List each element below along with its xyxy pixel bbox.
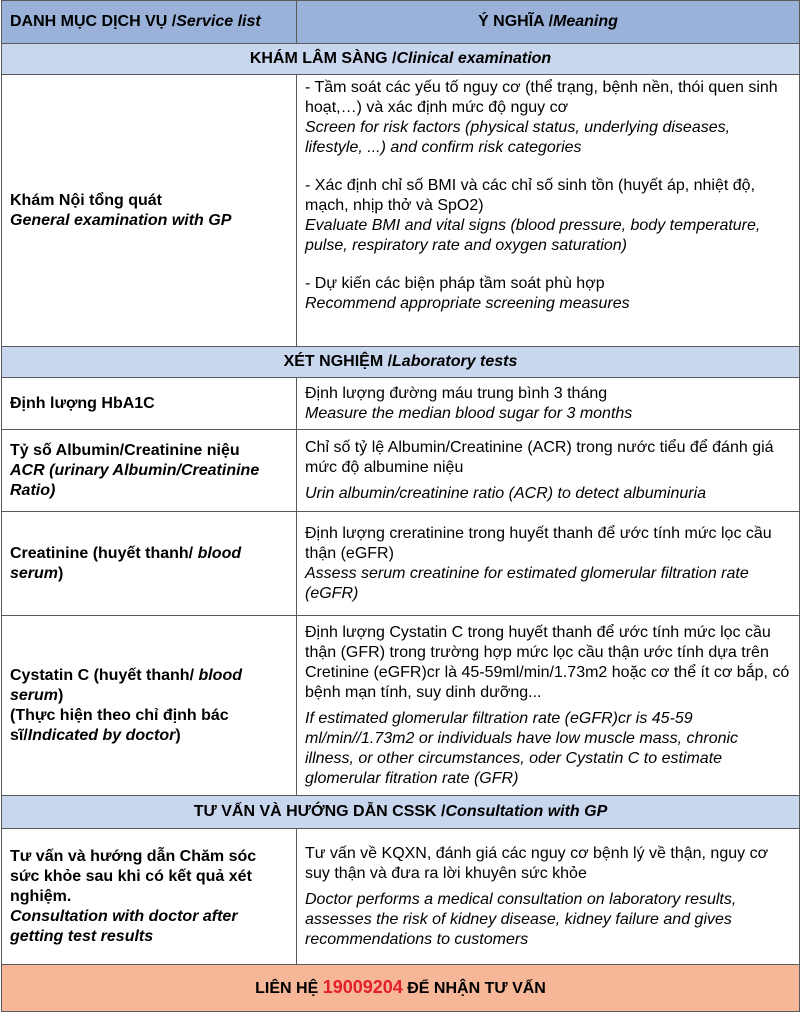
section-clinical: KHÁM LÂM SÀNG /Clinical examination [2,44,800,75]
table-row [2,430,800,512]
header-service-list: DANH MỤC DỊCH VỤ /Service list [2,1,297,44]
table-row [2,378,800,430]
meaning-cell [297,616,800,796]
meaning-en: Screen for risk factors (physical status, underlying diseases, lifestyle, ...) and confirm risk categories [305,119,731,156]
section-lab: XÉT NGHIỆM /Laboratory tests [2,347,800,378]
meaning-vi: Định lượng Cystatin C trong huyết thanh để ước tính mức lọc cầu thận (GFR) trong trường hợp mức lọc cầu thận ước tính dựa trên Cretinine (eGFR)cr là 45-59ml/min/1.73m2 hoặc cơ thể ít cơ bắp, có bệnh mạn tính, suy dinh dưỡng... [305,623,790,701]
table-header-row [2,1,800,44]
meaning-cell [297,430,800,512]
service-name-vi: Creatinine (huyết thanh/ [10,544,198,562]
service-note-vi: (Thực hiện theo chỉ định bác sĩ/ [10,706,229,744]
service-name-cell: Cystatin C (huyết thanh/ blood serum) (Thực hiện theo chỉ định bác sĩ/Indicated by doctor) [2,616,297,796]
section-clinical-row [2,44,800,75]
service-name-en: blood serum [10,544,242,582]
meaning-vi: - Xác định chỉ số BMI và các chỉ số sinh tồn (huyết áp, nhiệt độ, mạch, nhịp thở và SpO2) [305,177,756,214]
meaning-vi: - Tầm soát các yếu tố nguy cơ (thể trạng, bệnh nền, thói quen sinh hoạt,…) và xác định mức độ nguy cơ [305,79,778,116]
meaning-en: Urin albumin/creatinine ratio (ACR) to detect albuminuria [305,484,707,502]
meaning-cell [297,378,800,430]
meaning-en: Assess serum creatinine for estimated glomerular filtration rate (eGFR) [305,564,749,602]
service-name-vi: Khám Nội tổng quát [10,191,162,209]
meaning-en: If estimated glomerular filtration rate (eGFR)cr is 45-59 ml/min//1.73m2 or individuals have low muscle mass, chronic illness, or other circumstances, oder Cystatin C to estimate glomerular fitration rate (GFR) [305,709,739,787]
service-name-cell [2,378,297,430]
meaning-vi: Chỉ số tỷ lệ Albumin/Creatinine (ACR) trong nước tiểu để đánh giá mức độ albumine niệu [305,438,774,476]
service-name-en: Consultation with doctor after getting test results [10,907,238,945]
header-meaning: Ý NGHĨA /Meaning [297,1,800,44]
meaning-en: Doctor performs a medical consultation on laboratory results, assesses the risk of kidney disease, kidney failure and gives recommendations to customers [305,890,737,948]
meaning-vi: - Dự kiến các biện pháp tầm soát phù hợp [305,275,605,292]
meaning-en: Evaluate BMI and vital signs (blood pressure, body temperature, pulse, respiratory rate and oxygen saturation) [305,217,761,254]
service-name-vi: Cystatin C (huyết thanh/ [10,666,199,684]
service-name-cell [2,430,297,512]
section-consult: TƯ VẤN VÀ HƯỚNG DẪN CSSK /Consultation with GP [2,796,800,829]
service-name-vi: Tư vấn và hướng dẫn Chăm sóc sức khỏe sau khi có kết quả xét nghiệm. [10,847,257,905]
meaning-cell [297,829,800,965]
service-name-en: blood serum [10,666,242,704]
service-name-en: General examination with GP [10,211,232,229]
meaning-en: Recommend appropriate screening measures [305,295,630,312]
meaning-vi: Tư vấn về KQXN, đánh giá các nguy cơ bệnh lý về thận, nguy cơ suy thận và đưa ra lời khuyên sức khỏe [305,844,769,882]
section-consult-row [2,796,800,829]
table-row [2,829,800,965]
table-row [2,512,800,616]
section-lab-row [2,347,800,378]
meaning-vi: Định lượng creratinine trong huyết thanh để ước tính mức lọc cầu thận (eGFR) [305,524,772,562]
service-note-en: Indicated by doctor [27,726,176,744]
service-name-vi: Định lượng HbA1C [10,394,155,412]
service-name-cell [2,829,297,965]
table-row [2,616,800,796]
meaning-cell [297,512,800,616]
meaning-cell [297,75,800,347]
meaning-vi: Định lượng đường máu trung bình 3 tháng [305,384,608,402]
table-row [2,75,800,347]
hotline-number[interactable]: 19009204 [322,977,403,997]
meaning-en: Measure the median blood sugar for 3 months [305,404,633,422]
service-name-cell: Creatinine (huyết thanh/ blood serum) [2,512,297,616]
footer-row [2,965,800,1012]
service-name-en: ACR (urinary Albumin/Creatinine Ratio) [10,461,260,499]
service-table [1,0,800,1012]
service-name-cell [2,75,297,347]
contact-banner: LIÊN HỆ 19009204 ĐỂ NHẬN TƯ VẤN [2,965,800,1012]
service-name-vi: Tỷ số Albumin/Creatinine niệu [10,441,240,459]
